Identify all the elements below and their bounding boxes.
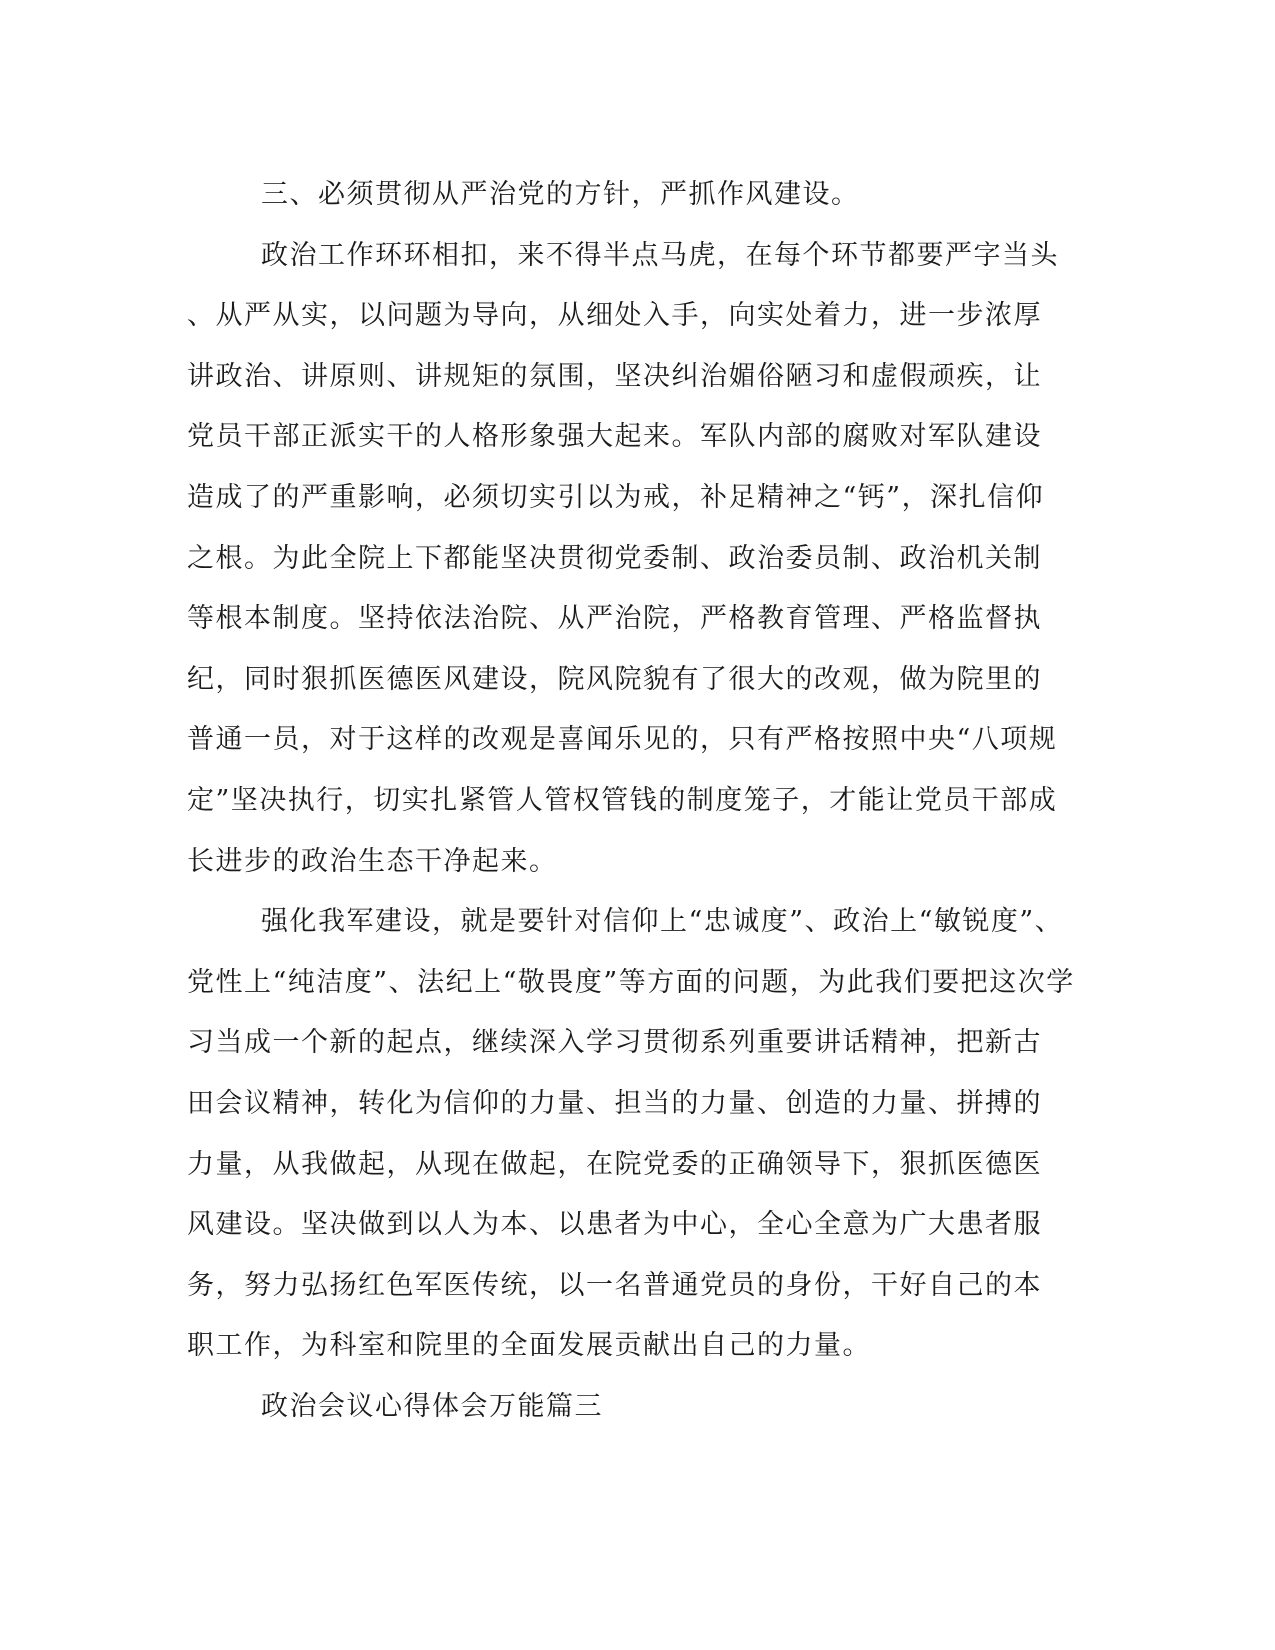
text-line: 力量，从我做起，从现在做起，在院党委的正确领导下，狠抓医德医 [187, 1148, 1042, 1180]
text-line: 党性上“纯洁度”、法纪上“敬畏度”等方面的问题，为此我们要把这次学 [187, 966, 1075, 998]
text-line: 风建设。坚决做到以人为本、以患者为中心，全心全意为广大患者服 [187, 1209, 1042, 1241]
text-line: 习当成一个新的起点，继续深入学习贯彻系列重要讲话精神，把新古 [187, 1027, 1042, 1059]
text-line: 政治会议心得体会万能篇三 [261, 1390, 603, 1422]
text-line: 、从严从实，以问题为导向，从细处入手，向实处着力，进一步浓厚 [187, 300, 1042, 332]
text-line: 党员干部正派实干的人格形象强大起来。军队内部的腐败对军队建设 [187, 421, 1042, 453]
text-line: 纪，同时狠抓医德医风建设，院风院貌有了很大的改观，做为院里的 [187, 663, 1042, 695]
text-line: 田会议精神，转化为信仰的力量、担当的力量、创造的力量、拼搏的 [187, 1087, 1042, 1119]
text-line: 三、必须贯彻从严治党的方针，严抓作风建设。 [261, 179, 860, 210]
text-line: 等根本制度。坚持依法治院、从严治院，严格教育管理、严格监督执 [187, 603, 1042, 635]
text-line: 强化我军建设，就是要针对信仰上“忠诚度”、政治上“敏锐度”、 [261, 906, 1064, 938]
text-line: 讲政治、讲原则、讲规矩的氛围，坚决纠治媚俗陋习和虚假顽疾，让 [187, 360, 1042, 392]
text-line: 务，努力弘扬红色军医传统，以一名普通党员的身份，干好自己的本 [187, 1269, 1042, 1301]
text-line: 之根。为此全院上下都能坚决贯彻党委制、政治委员制、政治机关制 [187, 542, 1042, 574]
text-line: 造成了的严重影响，必须切实引以为戒，补足精神之“钙”，深扎信仰 [187, 481, 1045, 513]
text-line: 职工作，为科室和院里的全面发展贡献出自己的力量。 [187, 1330, 871, 1362]
text-line: 普通一员，对于这样的改观是喜闻乐见的，只有严格按照中央“八项规 [187, 724, 1058, 756]
text-line: 定”坚决执行，切实扎紧管人管权管钱的制度笼子，才能让党员干部成 [187, 784, 1058, 816]
document-body [187, 165, 1075, 1437]
text-line: 长进步的政治生态干净起来。 [187, 845, 558, 877]
text-line: 政治工作环环相扣，来不得半点马虎，在每个环节都要严字当头 [261, 239, 1059, 271]
